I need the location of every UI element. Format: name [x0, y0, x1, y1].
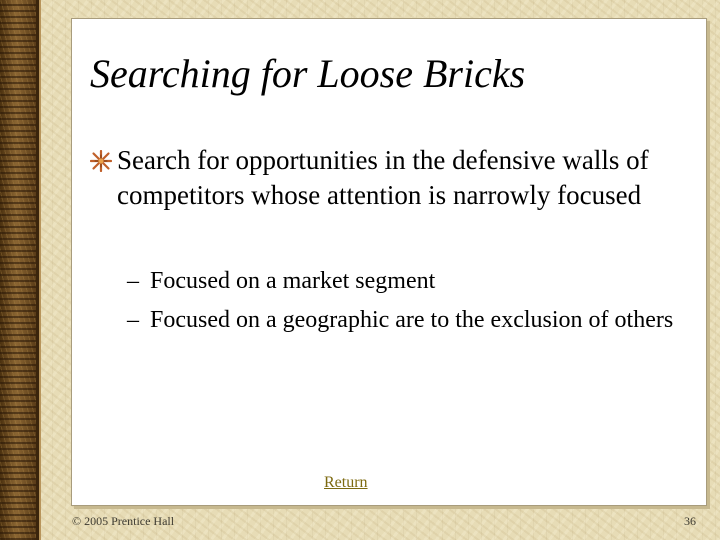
bullet-text: Search for opportunities in the defensive walls of competitors whose attention is narrowly focused [117, 145, 649, 210]
starburst-bullet-icon [90, 150, 112, 172]
sub-bullet-dash: – [127, 268, 139, 294]
sub-bullet-text: Focused on a market segment [150, 268, 436, 294]
binding-edge-highlight [39, 0, 41, 540]
sub-bullet-list [127, 266, 697, 344]
sub-bullet-item [127, 266, 697, 296]
return-link[interactable]: Return [324, 474, 368, 491]
wood-binding-strip [0, 0, 36, 540]
copyright-footer: © 2005 Prentice Hall [72, 514, 175, 528]
page-number: 36 [684, 514, 696, 528]
sub-bullet-dash: – [127, 307, 139, 333]
sub-bullet-text: Focused on a geographic are to the exclusion of others [150, 307, 674, 333]
slide-title: Searching for Loose Bricks [90, 51, 526, 96]
sub-bullet-item [127, 305, 697, 335]
